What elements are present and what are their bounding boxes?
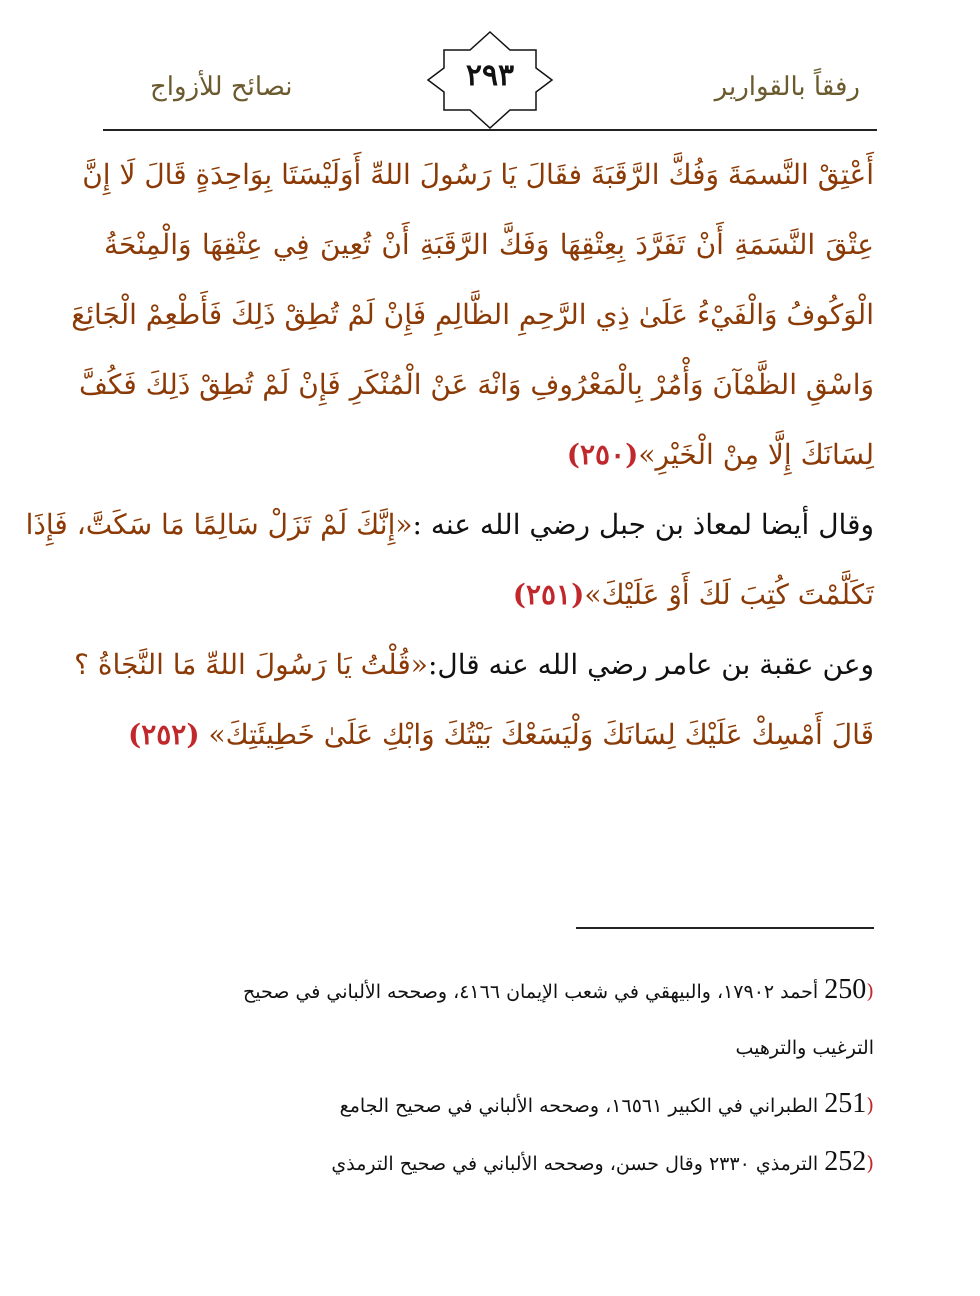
running-head-left: نصائح للأزواج (150, 72, 293, 102)
footnote-paren: ( (866, 979, 874, 1003)
text-line (104, 420, 874, 490)
hadith-text: أَعْتِقْ النَّسمَةَ وَفُكَّ الرَّقَبَةَ فقَالَ يَا رَسُولَ اللهِّ أَوَلَيْسَتَا بِوَاحِدَةٍ قَالَ لَا إِنَّ (82, 158, 874, 191)
running-head-right: رفقاً بالقوارير (714, 72, 860, 102)
hadith-text: الْوَكُوفُ وَالْفَيْءُ عَلَىٰ ذِي الرَّحِمِ الظَّالِمِ فَإِنْ لَمْ تُطِقْ ذَلِكَ فَأَطْعِمْ الْجَائِعَ (71, 298, 874, 331)
footnote (104, 962, 874, 1020)
text-line (104, 560, 874, 630)
footnote (104, 1134, 874, 1192)
hadith-text: تَكَلَّمْتَ كُتِبَ لَكَ أَوْ عَلَيْكَ» (584, 578, 874, 611)
hadith-text: قَالَ أَمْسِكْ عَلَيْكَ لِسَانَكَ وَلْيَسَعْكَ بَيْتُكَ وَابْكِ عَلَىٰ خَطِيئَتِكَ» (199, 718, 874, 751)
narration-text: وعن عقبة بن عامر رضي الله عنه قال: (427, 648, 874, 681)
footnote-marker[interactable]: (٢٥١) (512, 578, 585, 611)
footnote-text: أحمد ١٧٩٠٢، والبيهقي في شعب الإيمان ٤١٦٦، وصححه الألباني في صحيح (243, 981, 825, 1003)
hadith-text: «قُلْتُ يَا رَسُولَ اللهِّ مَا النَّجَاةُ ؟ (74, 648, 428, 681)
text-line (104, 700, 874, 770)
hadith-text: وَاسْقِ الظَّمْآنَ وَأْمُرْ بِالْمَعْرُوفِ وَانْهَ عَنْ الْمُنْكَرِ فَإِنْ لَمْ تُطِقْ ذَلِكَ فَكُفَّ (78, 368, 874, 401)
footnotes (104, 962, 874, 1192)
text-line (71, 280, 874, 350)
header-divider (103, 129, 877, 131)
page-number: ٢٩٣ (465, 58, 515, 93)
narration-text: وقال أيضا لمعاذ بن جبل رضي الله عنه : (412, 508, 874, 541)
hadith-text: لِسَانَكَ إِلَّا مِنْ الْخَيْرِ» (638, 438, 874, 471)
main-text (25, 140, 874, 770)
footnote-text: الطبراني في الكبير ١٦٥٦١، وصححه الألباني في صحيح الجامع (339, 1095, 825, 1117)
text-line (74, 630, 874, 700)
text-line (82, 140, 874, 210)
footnote-paren: ( (866, 1093, 874, 1117)
hadith-text: «إِنَّكَ لَمْ تَزَلْ سَالِمًا مَا سَكَتَّ، فَإِذَا (25, 508, 413, 541)
hadith-text: عِتْقَ النَّسَمَةِ أَنْ تَفَرَّدَ بِعِتْقِهَا وَفَكَّ الرَّقَبَةِ أَنْ تُعِينَ فِي عِتْقِهَا وَالْمِنْحَةُ (104, 228, 874, 261)
text-line (25, 490, 874, 560)
text-line (104, 210, 874, 280)
footnote-number: 252 (824, 1146, 867, 1177)
footnote-paren: ( (866, 1151, 874, 1175)
footnote-continuation: الترغيب والترهيب (735, 1037, 874, 1059)
footnote-marker[interactable]: (٢٥٢) (127, 718, 200, 751)
footnote-number: 251 (824, 1088, 867, 1119)
footnote-text: الترمذي ٢٣٣٠ وقال حسن، وصححه الألباني في صحيح الترمذي (331, 1153, 825, 1175)
page-number-badge (426, 30, 554, 130)
footnote (104, 1076, 874, 1134)
footnote-marker[interactable]: (٢٥٠) (566, 438, 639, 471)
footnote-divider (576, 927, 874, 929)
text-line (78, 350, 874, 420)
footnote-number: 250 (824, 974, 867, 1005)
